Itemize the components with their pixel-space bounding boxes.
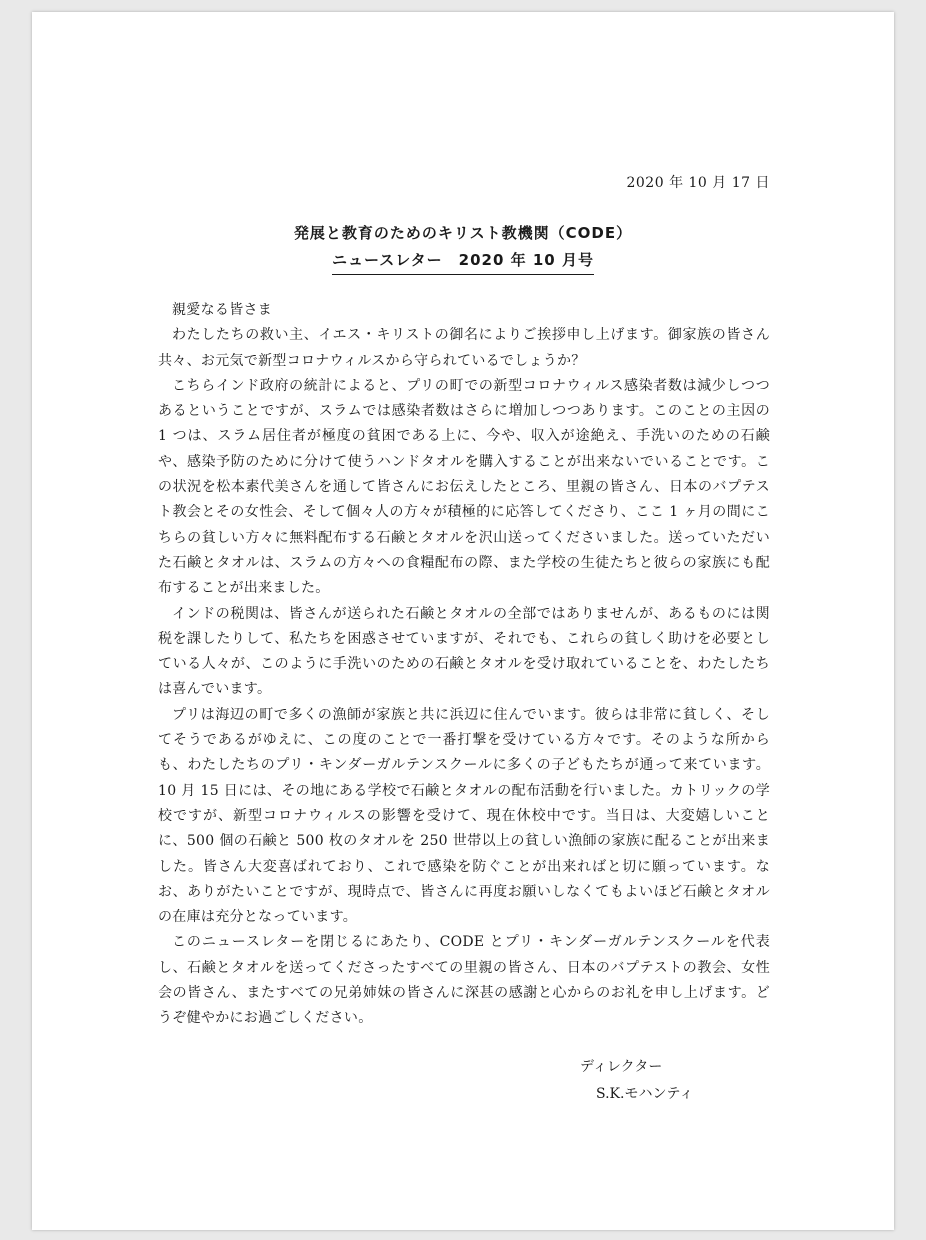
- document-page: [32, 12, 894, 1230]
- signature-name: S.K.モハンティ: [596, 1086, 694, 1102]
- salutation: 親愛なる皆さま: [172, 302, 273, 318]
- letter-body: [158, 298, 770, 1032]
- title-block: [32, 220, 894, 275]
- paragraph-1: わたしたちの救い主、イエス・キリストの御名によりご挨拶申し上げます。御家族の皆さん共々、お元気で新型コロナウィルスから守られているでしょうか？: [158, 327, 770, 369]
- letter-subtitle: ニュースレター 2020 年 10 月号: [332, 247, 594, 275]
- paragraph-5: このニュースレターを閉じるにあたり、CODE とプリ・キンダーガルテンスクールを代表し、石鹸とタオルを送ってくださったすべての里親の皆さん、日本のバプテストの教会、女性会の皆さん、またすべての兄弟姉妹の皆さんに深甚の感謝と心からのお礼を申し上げます。どうぞ健やかにお過ごしください。: [158, 934, 770, 1027]
- paragraph-4: プリは海辺の町で多くの漁師が家族と共に浜辺に住んでいます。彼らは非常に貧しく、そしてそうであるがゆえに、この度のことで一番打撃を受けている方々です。そのような所からも、わたしたちのプリ・キンダーガルテンスクールに多くの子どもたちが通って来ています。10 月 15 日には、その地にある学校で石鹸とタオルの配布活動を行いました。カトリックの学校ですが、新型コロナウィルスの影響を受けて、現在休校中です。当日は、大変嬉しいことに、500 個の石鹸と 500 枚のタオルを 250 世帯以上の貧しい漁師の家族に配ることが出来ました。皆さん大変喜ばれており、これで感染を防ぐことが出来ればと切に願っています。なお、ありがたいことですが、現時点で、皆さんに再度お願いしなくてもよいほど石鹸とタオルの在庫は充分となっています。: [158, 706, 770, 926]
- signature-role: ディレクター: [580, 1059, 663, 1075]
- letter-date: 2020 年 10 月 17 日: [626, 175, 770, 191]
- letter-title: 発展と教育のためのキリスト教機関（CODE）: [293, 224, 633, 242]
- paragraph-3: インドの税関は、皆さんが送られた石鹸とタオルの全部ではありませんが、あるものには関税を課したりして、私たちを困惑させていますが、それでも、これらの貧しく助けを必要としている人々が、このように手洗いのための石鹸とタオルを受け取れていることを、わたしたちは喜んでいます。: [158, 605, 770, 698]
- paragraph-2: こちらインド政府の統計によると、プリの町での新型コロナウィルス感染者数は減少しつつあるということですが、スラムでは感染者数はさらに増加しつつあります。このことの主因の 1 つは、スラム居住者が極度の貧困である上に、今や、収入が途絶え、手洗いのための石鹸や、感染予防のために分けて使うハンドタオルを購入することが出来ないでいることです。この状況を松本素代美さんを通して皆さんにお伝えしたところ、里親の皆さん、日本のバプテスト教会とその女性会、そして個々人の方々が積極的に応答してくださり、ここ 1 ヶ月の間にこちらの貧しい方々に無料配布する石鹸とタオルを沢山送ってくださいました。送っていただいた石鹸とタオルは、スラムの方々への食糧配布の際、また学校の生徒たちと彼らの家族にも配布することが出来ました。: [158, 377, 770, 597]
- signature-block: [580, 1054, 693, 1108]
